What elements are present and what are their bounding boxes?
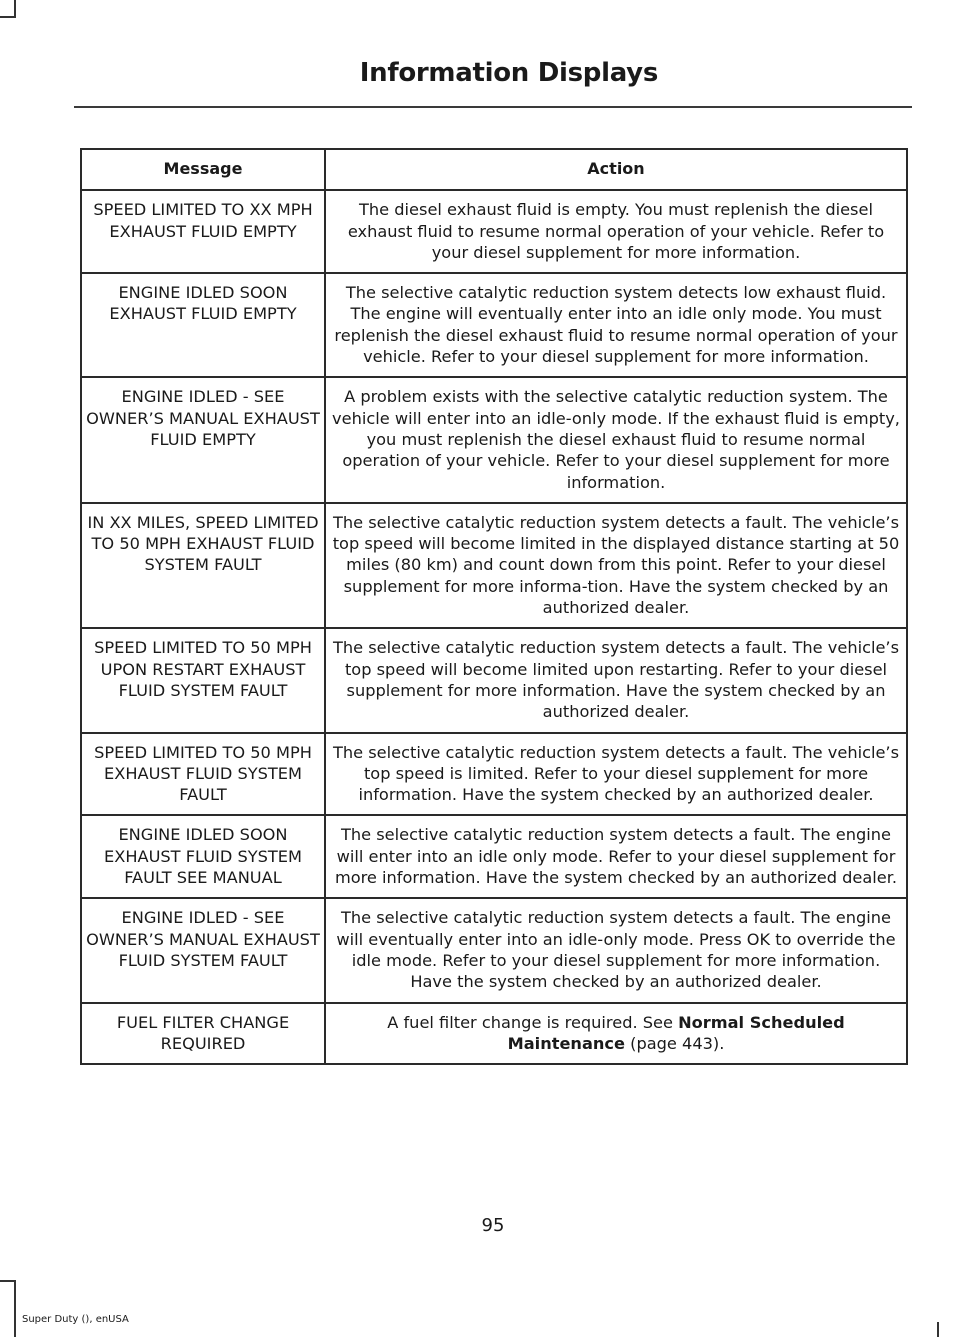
table-row (81, 190, 907, 273)
action-cell (325, 1003, 907, 1065)
crop-mark-bottom-left (14, 1280, 16, 1337)
action-cell: The selective catalytic reduction system detects low exhaust fluid. The engine will eventually enter into an idle only mode. You must replenish the diesel exhaust fluid to resume normal operation of your vehicle. Refer to your diesel supplement for more information. (325, 273, 907, 377)
message-action-table (80, 148, 908, 1065)
action-text: A fuel filter change is required. See (387, 1012, 679, 1032)
table-row (81, 733, 907, 816)
action-cell: The selective catalytic reduction system detects a fault. The vehicle’s top speed will become limited upon restarting. Refer to your diesel supplement for more information. Have the system checked by an authorized dealer. (325, 628, 907, 732)
crop-mark-bottom-right (937, 1322, 939, 1337)
table-header-row (81, 149, 907, 190)
action-cell: The selective catalytic reduction system detects a fault. The vehicle’s top speed is limited. Refer to your diesel supplement for more information. Have the system checked by an authorized dealer. (325, 733, 907, 816)
page-title: Information Displays (359, 58, 658, 88)
message-cell: FUEL FILTER CHANGE REQUIRED (81, 1003, 325, 1065)
column-header-action: Action (325, 149, 907, 190)
message-cell: ENGINE IDLED - SEE OWNER’S MANUAL EXHAUST FLUID SYSTEM FAULT (81, 898, 325, 1002)
title-rule (74, 106, 912, 108)
message-cell: ENGINE IDLED SOON EXHAUST FLUID SYSTEM FAULT SEE MANUAL (81, 815, 325, 898)
message-cell: SPEED LIMITED TO 50 MPH UPON RESTART EXHAUST FLUID SYSTEM FAULT (81, 628, 325, 732)
table-row (81, 815, 907, 898)
table-row (81, 273, 907, 377)
message-cell: SPEED LIMITED TO XX MPH EXHAUST FLUID EMPTY (81, 190, 325, 273)
cross-reference-link[interactable]: Normal Scheduled Maintenance (507, 1012, 845, 1053)
page-reference: (page 443). (624, 1033, 725, 1053)
column-header-message: Message (81, 149, 325, 190)
crop-mark-top-left-h (0, 16, 16, 18)
page-number: 95 (481, 1215, 505, 1236)
crop-mark-bottom-left-h (0, 1280, 16, 1282)
table-row (81, 503, 907, 628)
action-cell: A problem exists with the selective catalytic reduction system. The vehicle will enter into an idle-only mode. If the exhaust fluid is empty, you must replenish the diesel exhaust fluid to resume normal operation of your vehicle. Refer to your diesel supplement for more information. (325, 377, 907, 502)
action-cell: The selective catalytic reduction system detects a fault. The engine will eventually enter into an idle-only mode. Press OK to override the idle mode. Refer to your diesel supplement for more information. Have the system checked by an authorized dealer. (325, 898, 907, 1002)
table-row (81, 898, 907, 1002)
message-cell: IN XX MILES, SPEED LIMITED TO 50 MPH EXHAUST FLUID SYSTEM FAULT (81, 503, 325, 628)
action-cell: The diesel exhaust fluid is empty. You must replenish the diesel exhaust fluid to resume normal operation of your vehicle. Refer to your diesel supplement for more information. (325, 190, 907, 273)
document-label: Super Duty (), enUSA (22, 1314, 129, 1325)
message-cell: ENGINE IDLED SOON EXHAUST FLUID EMPTY (81, 273, 325, 377)
table-row (81, 377, 907, 502)
table-row (81, 1003, 907, 1065)
action-cell: The selective catalytic reduction system detects a fault. The engine will enter into an idle only mode. Refer to your diesel supplement for more information. Have the system checked by an authorized dealer. (325, 815, 907, 898)
action-cell: The selective catalytic reduction system detects a fault. The vehicle’s top speed will become limited in the displayed distance starting at 50 miles (80 km) and count down from this point. Refer to your diesel supplement for more informa-tion. Have the system checked by an authorized dealer. (325, 503, 907, 628)
message-cell: SPEED LIMITED TO 50 MPH EXHAUST FLUID SYSTEM FAULT (81, 733, 325, 816)
table-row (81, 628, 907, 732)
message-cell: ENGINE IDLED - SEE OWNER’S MANUAL EXHAUST FLUID EMPTY (81, 377, 325, 502)
